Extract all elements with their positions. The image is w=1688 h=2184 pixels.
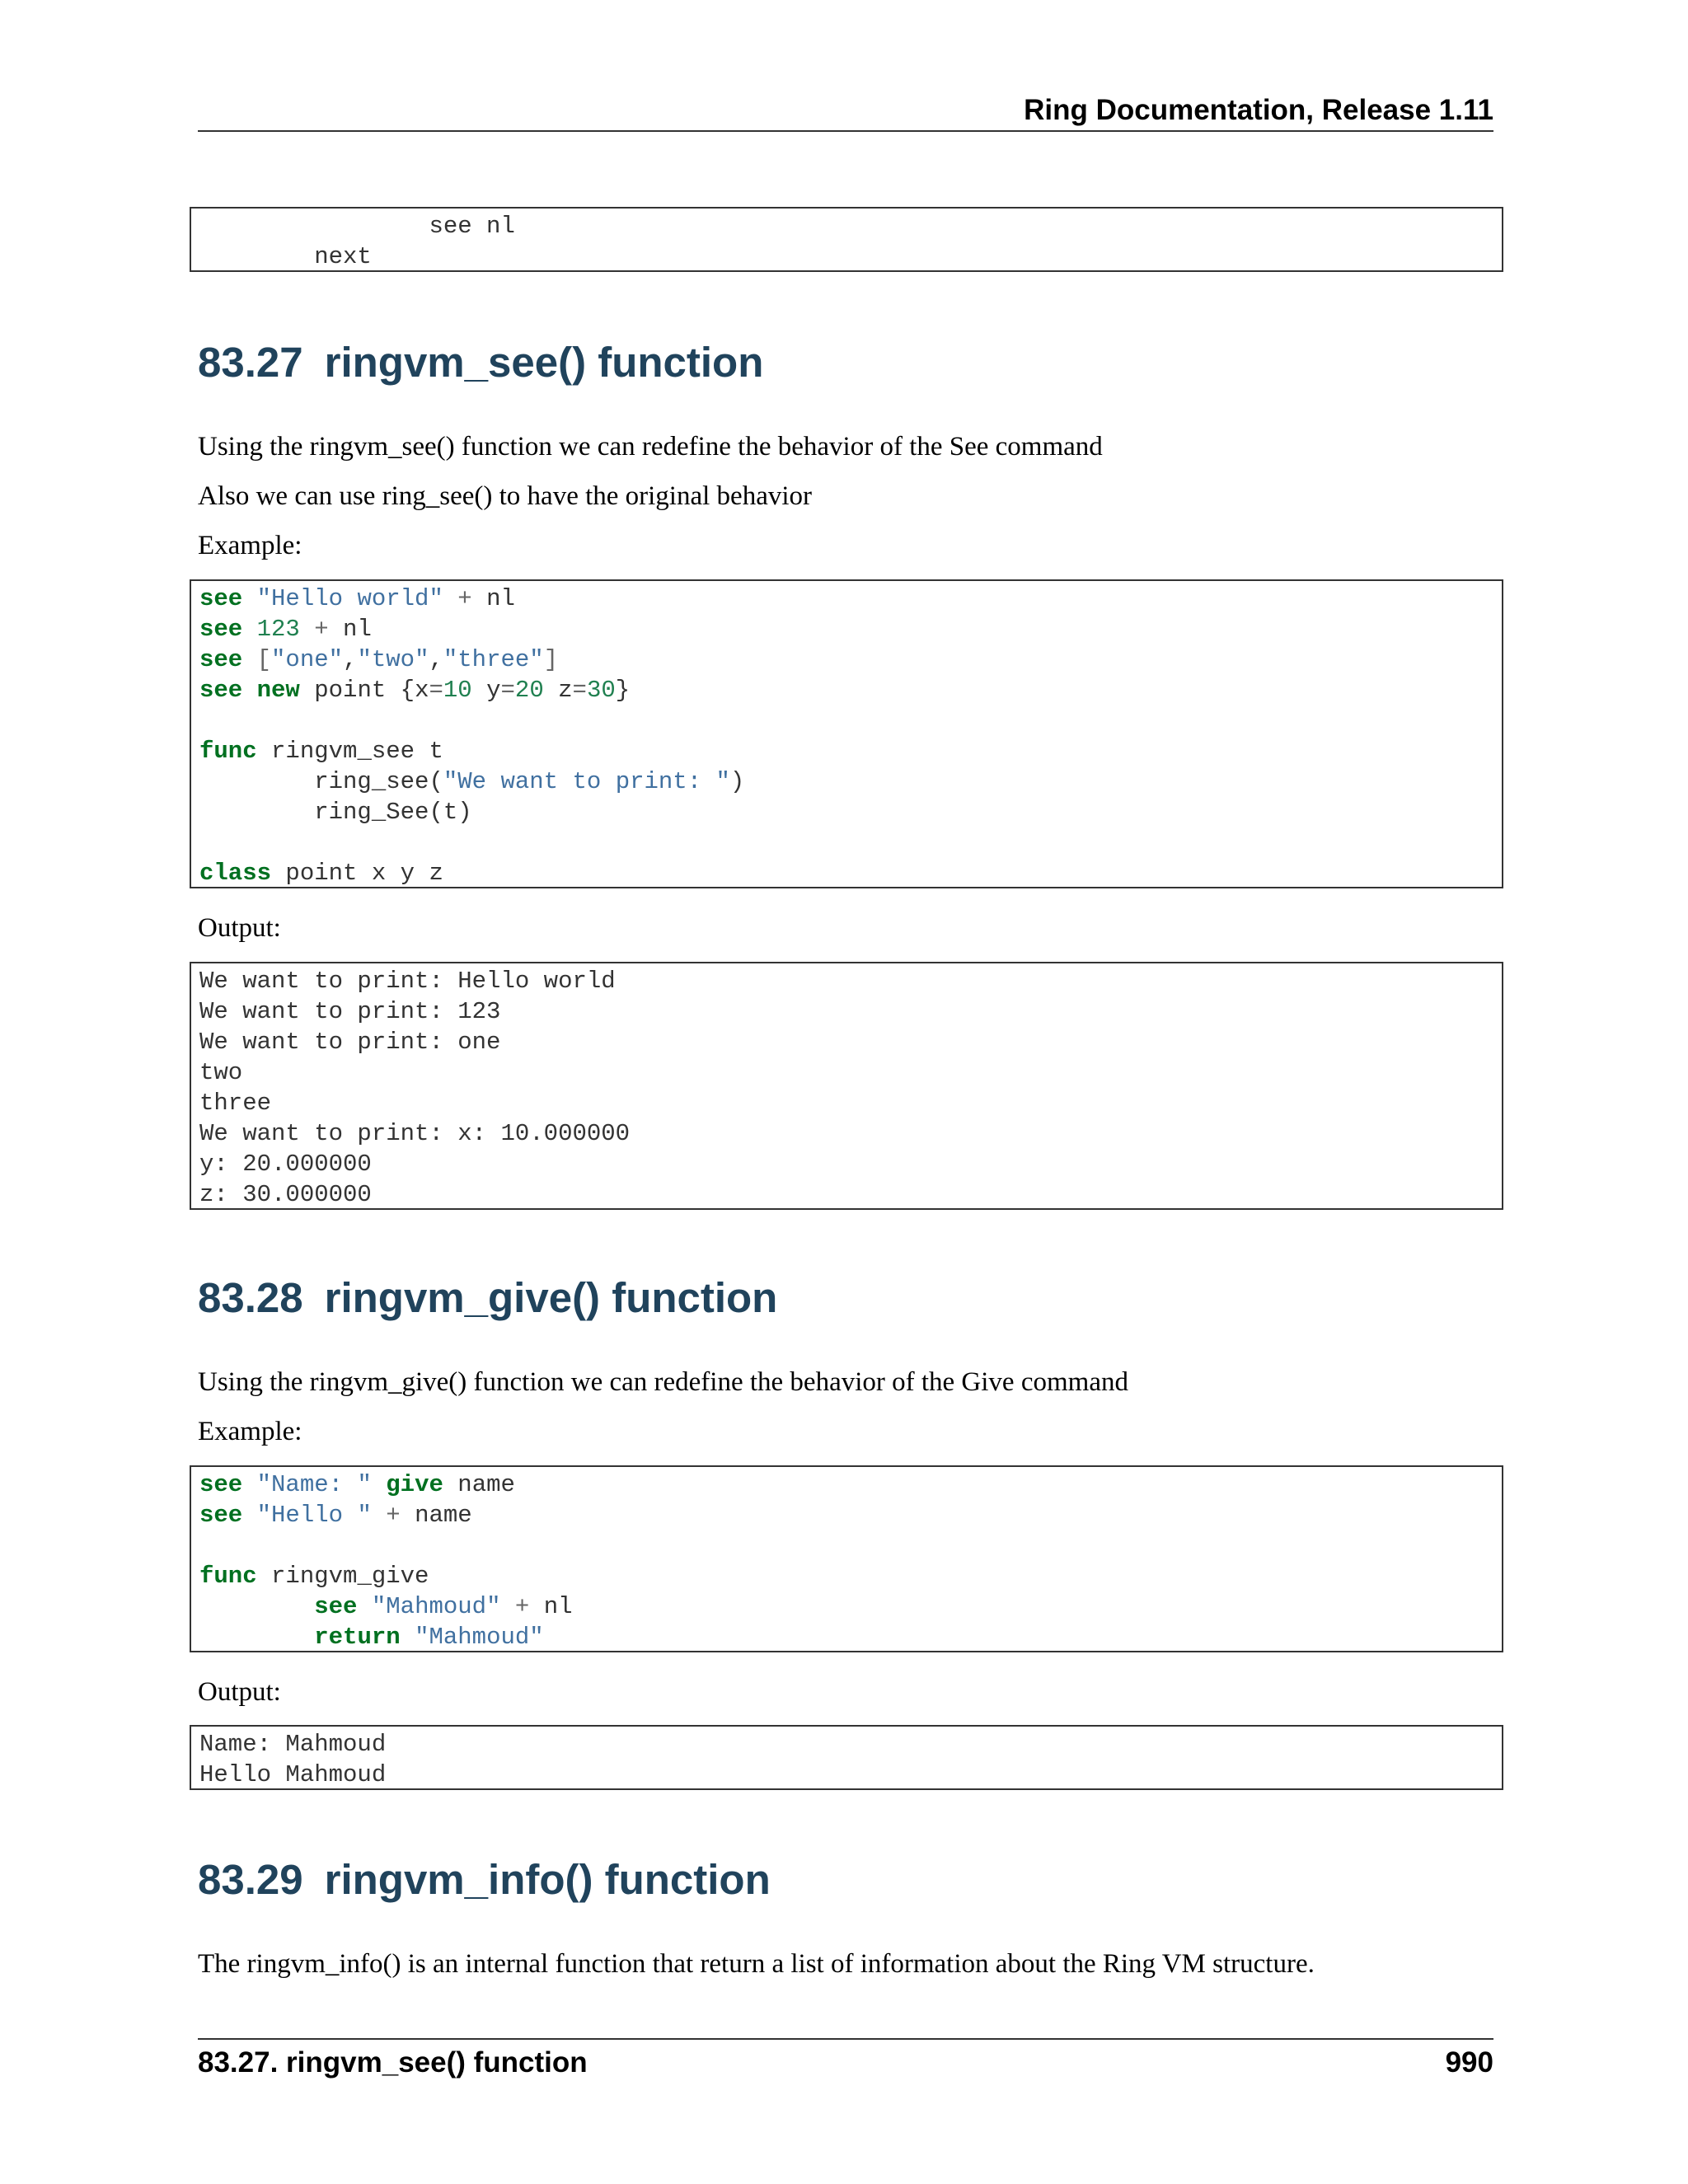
page-footer (198, 2038, 1493, 2079)
code-token (242, 646, 256, 673)
code-token: 20 (514, 677, 544, 704)
section-title: ringvm_info() function (324, 1856, 771, 1903)
code-line (199, 1500, 1493, 1530)
code-line (199, 1530, 1493, 1561)
example-label: Example: (198, 531, 302, 560)
code-line (199, 1561, 1493, 1591)
code-token: "two" (357, 646, 429, 673)
code-token: name (443, 1471, 515, 1498)
code-token (501, 1593, 515, 1620)
code-line: We want to print: 123 (199, 998, 501, 1025)
code-token: = (500, 677, 515, 704)
code-token (401, 1624, 415, 1651)
code-block-example (190, 579, 1503, 888)
paragraph: The ringvm_info() is an internal function that return a list of information about the Ring VM structure. (198, 1949, 1315, 1979)
paragraph: Using the ringvm_see() function we can redefine the behavior of the See command (198, 432, 1103, 462)
code-token: ] (543, 646, 559, 673)
code-line (199, 736, 1493, 766)
code-line (199, 797, 1493, 827)
code-token: 123 (256, 616, 300, 643)
code-token: nl (328, 616, 372, 643)
code-token (372, 1471, 386, 1498)
code-token: y (471, 677, 501, 704)
code-token (372, 1502, 386, 1529)
code-token: see (199, 646, 243, 673)
code-line: We want to print: one (199, 1029, 501, 1056)
code-token (199, 1624, 314, 1651)
code-token: "Hello " (256, 1502, 372, 1529)
example-label: Example: (198, 1417, 302, 1446)
section-number: 83.28 (198, 1274, 303, 1321)
code-token: z (543, 677, 573, 704)
code-token: see (199, 677, 243, 704)
code-line (199, 644, 1493, 675)
code-token: [ (256, 646, 272, 673)
section-number: 83.27 (198, 339, 303, 386)
code-line: Name: Mahmoud (199, 1731, 387, 1758)
code-line: next (199, 243, 372, 270)
code-token (242, 616, 256, 643)
footer-section-title: 83.27. ringvm_see() function (198, 2046, 588, 2079)
code-token (242, 1471, 256, 1498)
code-token: "Hello world" (256, 585, 443, 612)
code-line (199, 1622, 1493, 1652)
code-line (199, 827, 1493, 858)
code-token (300, 616, 314, 643)
code-token: + (386, 1502, 401, 1529)
code-token: "three" (443, 646, 544, 673)
code-line: We want to print: x: 10.000000 (199, 1120, 631, 1147)
code-token (242, 585, 256, 612)
code-line (199, 614, 1493, 644)
code-line (199, 1469, 1493, 1500)
code-token: = (429, 677, 443, 704)
header-title: Ring Documentation, Release 1.11 (1024, 94, 1493, 126)
code-token: return (314, 1624, 401, 1651)
code-token: ringvm_give (256, 1563, 429, 1590)
code-token: see (314, 1593, 358, 1620)
code-line: Hello Mahmoud (199, 1761, 387, 1788)
code-token: 30 (586, 677, 616, 704)
code-token: ) (729, 768, 745, 795)
code-token: + (314, 616, 329, 643)
code-token: = (572, 677, 587, 704)
paragraph: Using the ringvm_give() function we can redefine the behavior of the Give command (198, 1367, 1128, 1397)
code-line (199, 705, 1493, 736)
code-token (242, 1502, 256, 1529)
code-token: , (429, 646, 443, 673)
code-token (443, 585, 457, 612)
code-token (199, 1593, 314, 1620)
code-token: see (199, 585, 243, 612)
code-token: name (400, 1502, 472, 1529)
code-token: func (199, 1563, 257, 1590)
code-block-continuation (190, 207, 1503, 272)
code-token (357, 1593, 371, 1620)
code-line (199, 1591, 1493, 1622)
page-number: 990 (1445, 2046, 1493, 2079)
code-line: We want to print: Hello world (199, 968, 616, 995)
code-token (242, 677, 256, 704)
code-token: "Mahmoud" (371, 1593, 501, 1620)
code-line (199, 858, 1493, 888)
code-line (199, 583, 1493, 614)
code-token: "Mahmoud" (415, 1624, 544, 1651)
code-token: nl (471, 585, 515, 612)
code-block-example (190, 1465, 1503, 1652)
code-token: point x y z (271, 860, 443, 887)
code-token: see (199, 616, 243, 643)
code-token: give (386, 1471, 443, 1498)
section-number: 83.29 (198, 1856, 303, 1903)
output-label: Output: (198, 1677, 281, 1707)
paragraph: Also we can use ring_see() to have the original behavior (198, 481, 812, 511)
code-token: class (199, 860, 272, 887)
section-heading-83-27 (198, 338, 763, 387)
page-header (198, 91, 1493, 132)
code-token: } (615, 677, 631, 704)
code-line: see nl (199, 213, 515, 240)
code-token: ringvm_see t (256, 738, 443, 765)
code-line: three (199, 1090, 272, 1117)
code-line (199, 766, 1493, 797)
code-token: ring_see( (199, 768, 443, 795)
code-block-output (190, 1725, 1503, 1790)
section-title: ringvm_see() function (324, 339, 764, 386)
code-token: + (457, 585, 472, 612)
code-token: + (514, 1593, 530, 1620)
section-heading-83-28 (198, 1273, 777, 1322)
code-token: "We want to print: " (443, 768, 730, 795)
section-title: ringvm_give() function (324, 1274, 778, 1321)
code-line: z: 30.000000 (199, 1181, 372, 1208)
section-heading-83-29 (198, 1855, 771, 1904)
code-block-output (190, 962, 1503, 1210)
code-token: ring_See(t) (199, 799, 472, 826)
code-token: 10 (443, 677, 472, 704)
code-token: point {x (299, 677, 429, 704)
code-token: , (343, 646, 358, 673)
code-token: new (256, 677, 300, 704)
code-line (199, 675, 1493, 705)
code-line: two (199, 1059, 243, 1086)
output-label: Output: (198, 913, 281, 943)
code-token: see (199, 1502, 243, 1529)
code-token: "Name: " (256, 1471, 372, 1498)
code-token: see (199, 1471, 243, 1498)
code-token: func (199, 738, 257, 765)
code-token: nl (529, 1593, 573, 1620)
code-line: y: 20.000000 (199, 1151, 372, 1178)
code-token: "one" (271, 646, 344, 673)
